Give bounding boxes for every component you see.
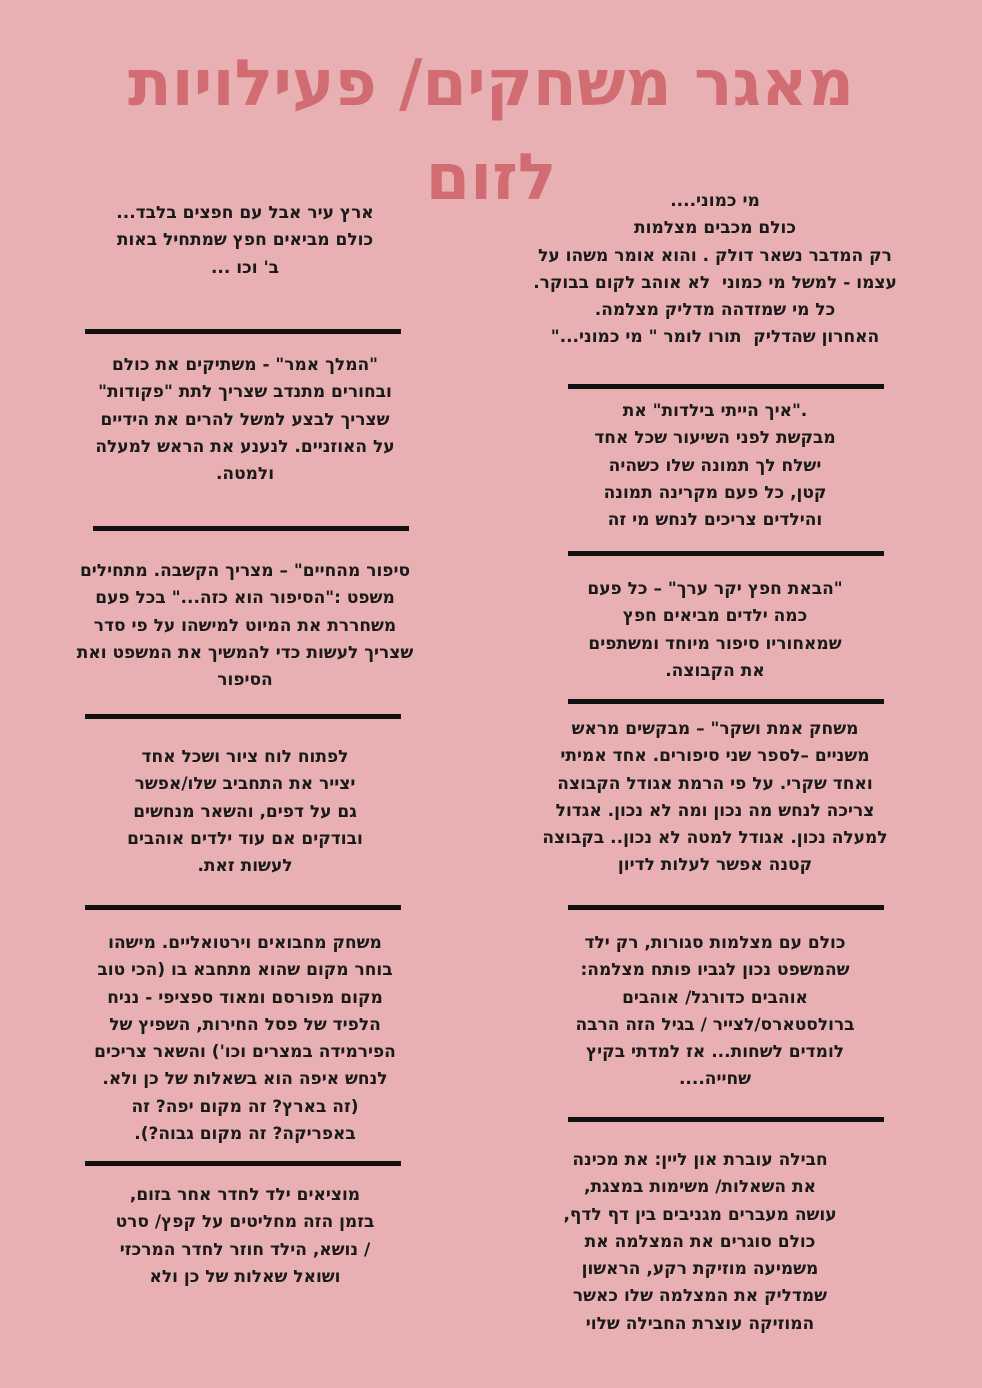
text-line: משמיעה מוזיקת רקע, הראשון bbox=[581, 1259, 819, 1280]
text-line: צריכה לנחש מה נכון ומה לא נכון. אגדול bbox=[555, 800, 875, 821]
text-line: כולם סוגרים את המצלמה את bbox=[584, 1231, 816, 1252]
game-block-cameras-off bbox=[490, 930, 940, 1094]
game-block-precious-object bbox=[510, 576, 920, 685]
text-line: יצייר את התחביב שלו/אפשר bbox=[134, 774, 356, 795]
text-line: מבקשת לפני השיעור שכל אחד bbox=[594, 428, 836, 449]
text-line: קטן, כל פעם מקרינה תמונה bbox=[603, 482, 827, 503]
game-block-life-story bbox=[20, 558, 470, 694]
section-divider bbox=[85, 905, 401, 910]
text-line: מוציאים ילד לחדר אחר בזום, bbox=[129, 1185, 361, 1205]
text-line: המוזיקה עוצרת החבילה שלוי bbox=[585, 1313, 815, 1334]
section-divider bbox=[85, 714, 401, 719]
text-line: כל מי שמזדהה מדליק מצלמה. bbox=[594, 300, 836, 321]
text-line: (זה בארץ? זה מקום יפה? זה bbox=[131, 1096, 359, 1117]
text-line: משחק אמת ושקר" – מבקשים מראש bbox=[571, 719, 859, 739]
section-divider bbox=[568, 699, 884, 704]
text-line: כולם מכבים מצלמות bbox=[634, 218, 796, 239]
text-line: את השאלות/ משימות במצגת, bbox=[583, 1177, 816, 1198]
section-divider bbox=[93, 526, 409, 531]
section-divider bbox=[85, 1161, 401, 1166]
text-line: שמדליק את המצלמה שלו כאשר bbox=[572, 1286, 828, 1307]
text-line: עצמו - למשל מי כמוני לא אוהב לקום בבוקר. bbox=[533, 272, 897, 293]
game-block-who-like-me bbox=[490, 188, 940, 352]
text-line: משניים –לספר שני סיפורים. אחד אמיתי bbox=[560, 746, 870, 767]
text-line: ושואל שאלות של כן ולא bbox=[149, 1266, 341, 1287]
game-block-drawing-board bbox=[40, 744, 450, 880]
text-line: "הבאת חפץ יקר ערך" – כל פעם bbox=[587, 579, 843, 599]
text-line: לעשות זאת. bbox=[197, 856, 293, 877]
text-line: סיפור מהחיים" – מצריך הקשבה. מתחילים bbox=[79, 561, 411, 581]
text-line: והילדים צריכים לנחש מי זה bbox=[607, 510, 823, 531]
text-line: שמאחוריו סיפור מיוחד ומשתפים bbox=[588, 633, 842, 654]
text-line: "המלך אמר" - משתיקים את כולם bbox=[111, 355, 379, 375]
text-line: ."איך הייתי בילדות" את bbox=[622, 401, 808, 421]
text-line: משפט :"הסיפור הוא כזה..." בכל פעם bbox=[95, 588, 395, 609]
text-line: לפתוח לוח ציור ושכל אחד bbox=[141, 747, 349, 767]
text-line: שחייה.... bbox=[678, 1069, 752, 1090]
text-line: / נושא, הילד חוזר לחדר המרכזי bbox=[119, 1239, 371, 1260]
section-divider bbox=[568, 1117, 884, 1122]
text-line: אוהבים כדורגל/ אוהבים bbox=[622, 987, 808, 1008]
game-block-truth-or-lie bbox=[490, 716, 940, 880]
text-line: לנחש איפה הוא בשאלות של כן ולא. bbox=[102, 1069, 388, 1090]
text-line: מי כמוני.... bbox=[670, 191, 760, 211]
game-block-simon-says bbox=[30, 352, 460, 488]
text-line: שצריך לעשות כדי להמשיך את המשפט ואת bbox=[76, 642, 414, 663]
text-line: שהמשפט נכון לגביו פותח מצלמה: bbox=[580, 960, 850, 981]
text-line: שצריך לבצע למשל להרים את הידיים bbox=[100, 409, 390, 430]
text-line: האחרון שהדליק תורו לומר " מי כמוני..." bbox=[550, 327, 880, 348]
game-block-breakout-room-guess bbox=[40, 1182, 450, 1291]
game-block-childhood-photo bbox=[510, 398, 920, 534]
text-line: לומדים לשחות... אז למדתי בקיץ bbox=[585, 1042, 845, 1063]
text-line: כולם מביאים חפץ שמתחיל באות bbox=[116, 230, 374, 251]
text-line: ב' וכו ... bbox=[210, 257, 280, 278]
game-block-virtual-hide-and-seek bbox=[30, 930, 460, 1148]
text-line: כולם עם מצלמות סגורות, רק ילד bbox=[584, 933, 846, 953]
text-line: משחק מחבואים וירטואליים. מישהו bbox=[108, 933, 382, 953]
text-line: הלפיד של פסל החירות, השפיץ של bbox=[109, 1014, 381, 1035]
page-title-line-2: לזום bbox=[425, 141, 557, 215]
text-line: ובודקים אם עוד ילדים אוהבים bbox=[127, 828, 363, 849]
section-divider bbox=[568, 384, 884, 389]
text-line: הסיפור bbox=[217, 670, 273, 691]
text-line: את הקבוצה. bbox=[665, 660, 765, 681]
text-line: משחררת את המיוט למישהו על פי סדר bbox=[93, 615, 397, 636]
text-line: בוחר מקום שהוא מתחבא בו (הכי טוב bbox=[97, 960, 393, 981]
text-line: קטנה אפשר לעלות לדיון bbox=[617, 855, 813, 876]
text-line: רק המדבר נשאר דולק . והוא אומר משהו על bbox=[538, 245, 892, 266]
section-divider bbox=[85, 329, 401, 334]
text-line: על האוזניים. לנענע את הראש למעלה bbox=[95, 436, 395, 457]
text-line: ולמטה. bbox=[215, 464, 275, 485]
text-line: ארץ עיר אבל עם חפצים בלבד... bbox=[116, 203, 374, 223]
game-block-pass-the-parcel bbox=[490, 1147, 910, 1338]
text-line: באפריקה? זה מקום גבוה?). bbox=[134, 1124, 356, 1145]
page-title-line-1: מאגר משחקים/ פעילויות bbox=[127, 47, 855, 121]
game-block-object-categories bbox=[40, 200, 450, 282]
text-line: ברולסטארס/לצייר / בגיל הזה הרבה bbox=[575, 1014, 855, 1035]
text-line: עושה מעברים מגניבים בין דף לדף, bbox=[563, 1204, 837, 1225]
section-divider bbox=[568, 551, 884, 556]
text-line: מקום מפורסם ומאוד ספציפי - נניח bbox=[107, 987, 383, 1008]
text-line: גם על דפים, והשאר מנחשים bbox=[133, 801, 357, 822]
text-line: חבילה עוברת און ליין: את מכינה bbox=[572, 1150, 828, 1170]
text-line: הפירמידה במצרים וכו') והשאר צריכים bbox=[94, 1042, 396, 1063]
text-line: ואחד שקרי. על פי הרמת אגודל הקבוצה bbox=[557, 773, 873, 794]
text-line: כמה ילדים מביאים חפץ bbox=[622, 606, 808, 627]
text-line: למעלה נכון. אגודל למטה לא נכון.. בקבוצה bbox=[542, 828, 888, 849]
text-line: בזמן הזה מחליטים על קפץ/ סרט bbox=[115, 1212, 375, 1233]
text-line: ישלח לך תמונה שלו כשהיה bbox=[608, 455, 822, 476]
section-divider bbox=[568, 905, 884, 910]
text-line: ובחורים מתנדב שצריך לתת "פקודות" bbox=[98, 382, 392, 403]
